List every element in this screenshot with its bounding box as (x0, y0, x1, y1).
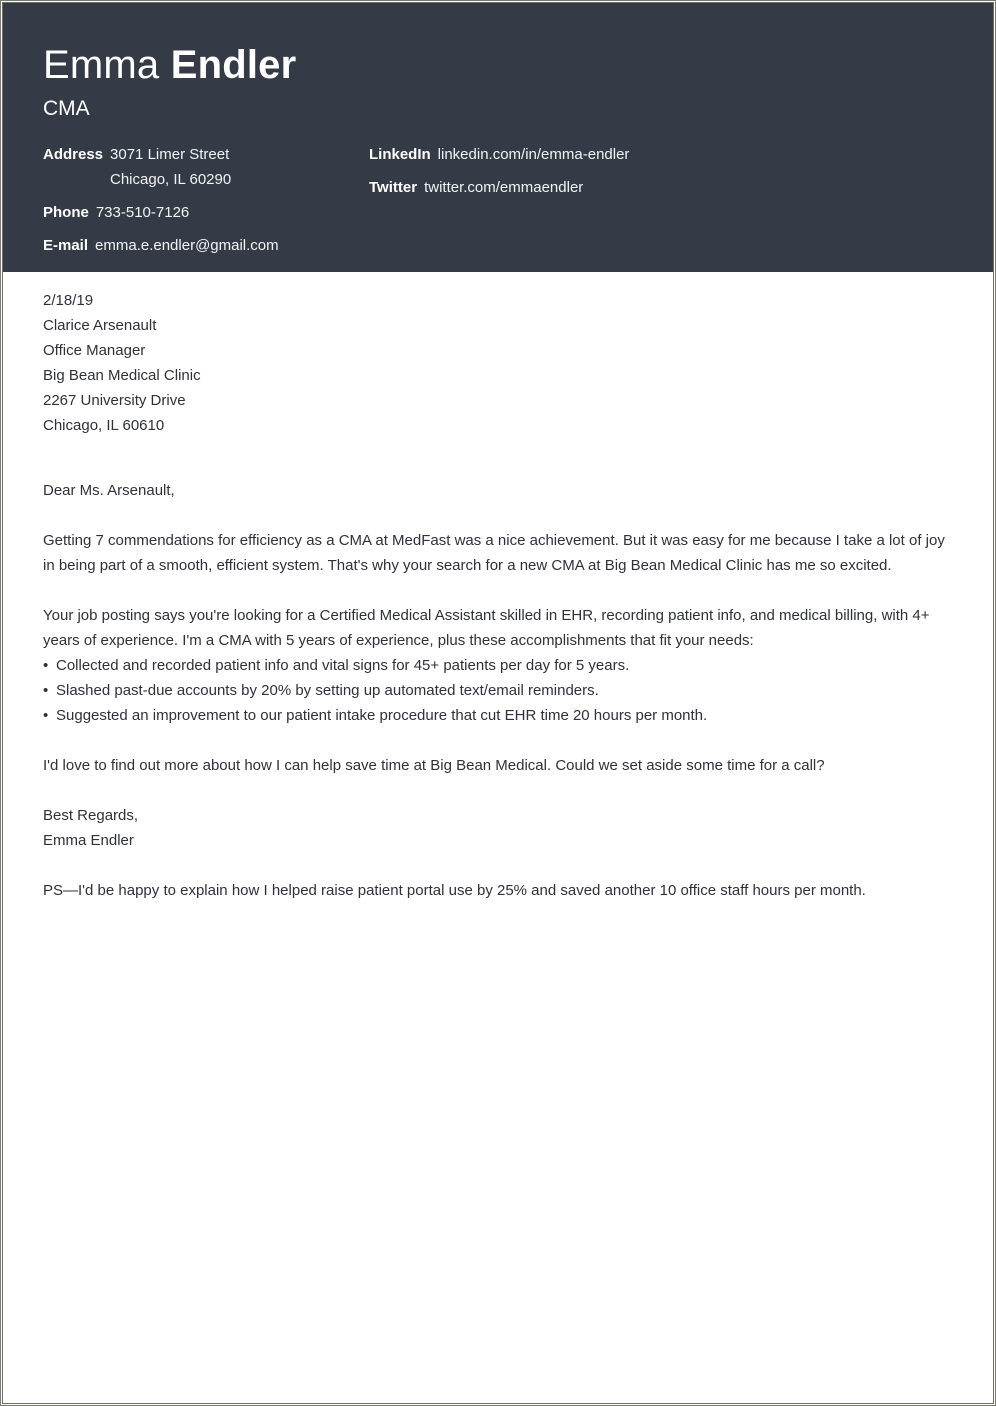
contact-address (43, 142, 231, 192)
spacer (43, 728, 953, 753)
paragraph-opening: Getting 7 commendations for efficiency as a CMA at MedFast was a nice achievement. But it was easy for me because I take a lot of joy in being part of a smooth, efficient system. That's why your search for a new CMA at Big Bean Medical Clinic has me so excited. (43, 532, 945, 574)
postscript: PS—I'd be happy to explain how I helped raise patient portal use by 25% and saved another 10 office staff hours per month. (43, 882, 866, 899)
paragraph-call-to-action: I'd love to find out more about how I can help save time at Big Bean Medical. Could we set aside some time for a call? (43, 757, 825, 774)
last-name: Endler (170, 43, 297, 87)
paragraph-qualifications: Your job posting says you're looking for a Certified Medical Assistant skilled in EHR, recording patient info, and medical billing, with 4+ years of experience. I'm a CMA with 5 years of experience, plus these accomplishments that fit your needs: (43, 607, 930, 649)
phone-label: Phone (43, 204, 89, 221)
recipient-city: Chicago, IL 60610 (43, 417, 165, 434)
achievement-text: Suggested an improvement to our patient intake procedure that cut EHR time 20 hours per month. (56, 707, 708, 724)
contact-twitter (369, 175, 583, 200)
spacer (43, 503, 953, 528)
twitter-label: Twitter (369, 179, 418, 196)
bullet-icon: • (43, 682, 49, 699)
achievement-text: Collected and recorded patient info and vital signs for 45+ patients per day for 5 years. (56, 657, 630, 674)
address-line1: 3071 Limer Street (110, 146, 230, 163)
applicant-title: CMA (43, 97, 90, 120)
address-line2: Chicago, IL 60290 (110, 171, 232, 188)
first-name: Emma (43, 43, 160, 87)
bullet-icon: • (43, 707, 49, 724)
contact-phone (43, 200, 189, 225)
address-label: Address (43, 146, 104, 163)
contact-email (43, 233, 279, 258)
list-item (43, 653, 953, 678)
signature: Emma Endler (43, 832, 134, 849)
closing: Best Regards, (43, 807, 139, 824)
linkedin-value[interactable]: linkedin.com/in/emma-endler (437, 146, 630, 163)
spacer (43, 853, 953, 878)
phone-value: 733-510-7126 (95, 204, 190, 221)
letter-date: 2/18/19 (43, 292, 94, 309)
contact-linkedin (369, 142, 629, 167)
applicant-name (43, 41, 296, 89)
list-item (43, 678, 953, 703)
recipient-company: Big Bean Medical Clinic (43, 367, 201, 384)
salutation: Dear Ms. Arsenault, (43, 482, 175, 499)
recipient-block (43, 313, 953, 438)
letter-header (3, 3, 993, 272)
spacer (43, 778, 953, 803)
recipient-position: Office Manager (43, 342, 146, 359)
letter-body (43, 288, 953, 903)
email-value[interactable]: emma.e.endler@gmail.com (95, 237, 279, 254)
recipient-street: 2267 University Drive (43, 392, 186, 409)
email-label: E-mail (43, 237, 89, 254)
achievement-text: Slashed past-due accounts by 20% by setting up automated text/email reminders. (56, 682, 599, 699)
list-item (43, 703, 953, 728)
linkedin-label: LinkedIn (369, 146, 431, 163)
recipient-name: Clarice Arsenault (43, 317, 157, 334)
bullet-icon: • (43, 657, 49, 674)
spacer (43, 578, 953, 603)
twitter-value[interactable]: twitter.com/emmaendler (424, 179, 584, 196)
